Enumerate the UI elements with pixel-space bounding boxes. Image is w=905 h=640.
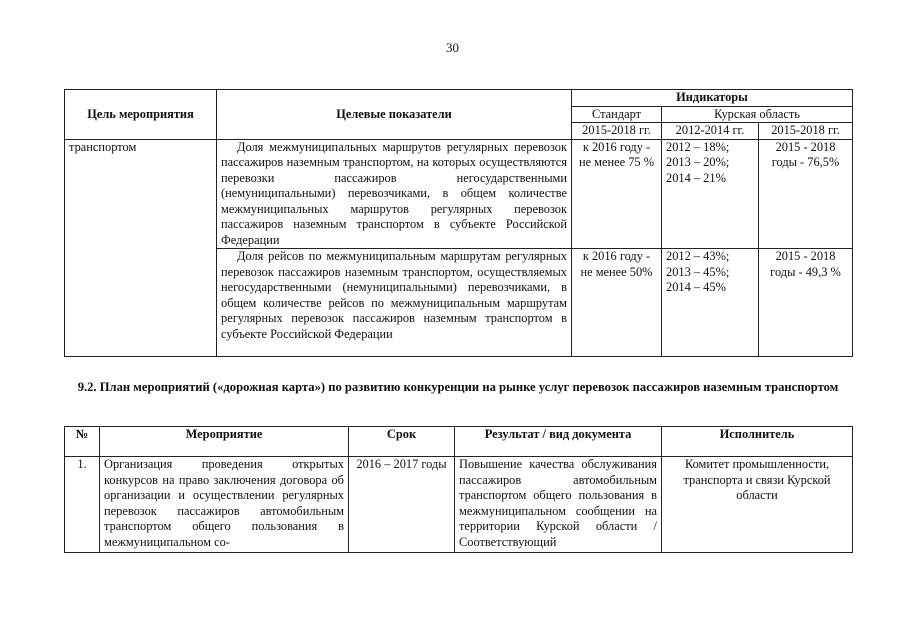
header-period-standard: 2015-2018 гг. <box>572 123 662 140</box>
header-result: Результат / вид документа <box>455 427 662 457</box>
roadmap-table <box>64 426 853 553</box>
indicators-table <box>64 89 853 357</box>
header-indicators: Индикаторы <box>572 90 853 107</box>
region-value: 2012 – 18%; <box>666 139 730 154</box>
standard-cell: к 2016 году - не менее 50% <box>572 249 662 357</box>
region-value: 2014 – 45% <box>666 280 726 294</box>
section-title: 9.2. План мероприятий («дорожная карта») по развитию конкуренции на рынке услуг перевозок пассажиров наземным транспортом <box>77 380 839 394</box>
header-num: № <box>65 427 100 457</box>
header-goal: Цель мероприятия <box>65 90 217 140</box>
region-values-cell <box>662 249 759 357</box>
target-cell: Доля рейсов по межмуниципальным маршрутам регулярных перевозок пассажиров наземным транспортом, осуществляемых негосударственными (немуниципальными) перевозчиками, в общем количестве рейсов по межмуниципальным маршрутам регулярных перевозок пассажиров наземным транспортом в субъекте Российской Федерации <box>217 249 572 357</box>
row-num: 1. <box>65 457 100 553</box>
header-period-region-1: 2012-2014 гг. <box>662 123 759 140</box>
region-values-cell <box>662 139 759 249</box>
term-cell: 2016 – 2017 годы <box>349 457 455 553</box>
header-targets: Целевые показатели <box>217 90 572 140</box>
result-cell: Повышение качества обслуживания пассажиров автомобильным транспортом общего пользования в межмуниципальном сообщении на территории Курской области / Соответствующий <box>455 457 662 553</box>
region-value: 2013 – 20%; <box>666 155 730 169</box>
region-target-cell: 2015 - 2018 годы - 76,5% <box>759 139 853 249</box>
header-term: Срок <box>349 427 455 457</box>
region-target-cell: 2015 - 2018 годы - 49,3 % <box>759 249 853 357</box>
page-number: 30 <box>446 40 459 55</box>
target-cell: Доля межмуниципальных маршрутов регулярных перевозок пассажиров наземным транспортом, на которых осуществляются перевозки пассажиров негосударственными (немуниципальными) перевозчиками, в общем количестве межмуниципальных маршрутов регулярных перевозок пассажиров наземным транспортом в субъекте Российской Федерации <box>217 139 572 249</box>
header-standard: Стандарт <box>572 106 662 123</box>
header-region: Курская область <box>662 106 853 123</box>
goal-cell: транспортом <box>65 139 217 357</box>
region-value: 2012 – 43%; <box>666 249 730 263</box>
standard-cell: к 2016 году - не менее 75 % <box>572 139 662 249</box>
header-executor: Исполнитель <box>662 427 853 457</box>
header-period-region-2: 2015-2018 гг. <box>759 123 853 140</box>
executor-cell: Комитет промышленности, транспорта и связи Курской области <box>662 457 853 553</box>
header-activity: Мероприятие <box>100 427 349 457</box>
region-value: 2014 – 21% <box>666 170 726 185</box>
activity-cell: Организация проведения открытых конкурсов на право заключения договора об организации и осуществлении регулярных перевозок пассажиров автомобильным транспортом общего пользования в межмуниципальном со- <box>100 457 349 553</box>
region-value: 2013 – 45%; <box>666 264 730 279</box>
